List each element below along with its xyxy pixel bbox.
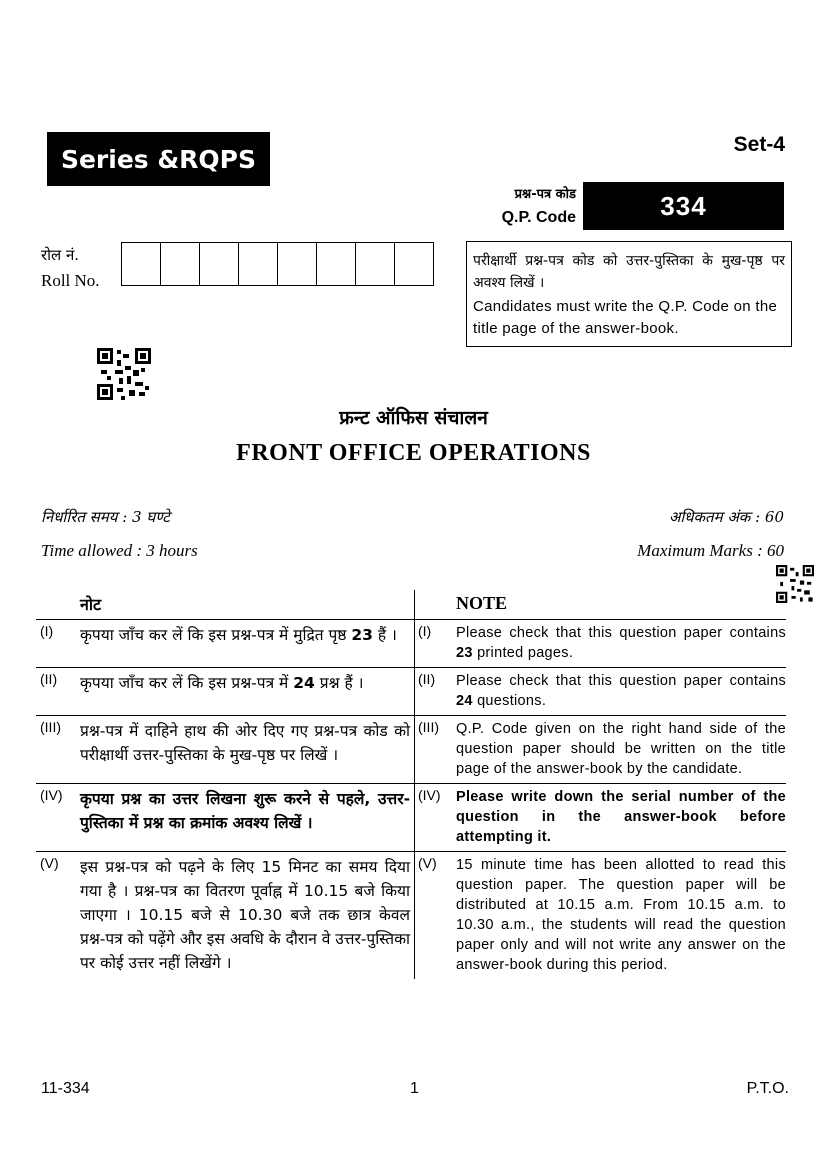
notes-heading-english: NOTE [456, 590, 786, 620]
page-number: 1 [410, 1080, 419, 1097]
roll-label-en: Roll No. [41, 271, 100, 290]
roll-digit-box[interactable] [161, 243, 200, 285]
roll-digit-box[interactable] [239, 243, 278, 285]
note-text-hindi: कृपया जाँच कर लें कि इस प्रश्न-पत्र में 24 प्रश्न हैं । [80, 668, 415, 716]
subject-title-hindi: फ्रन्ट ऑफिस संचालन [339, 407, 488, 429]
note-number: (II) [415, 668, 457, 716]
note-number: (IV) [415, 784, 457, 852]
instruction-english: Candidates must write the Q.P. Code on the title page of the answer-book. [473, 298, 778, 337]
note-text-hindi: प्रश्न-पत्र में दाहिने हाथ की ओर दिए गए प्रश्न-पत्र कोड को परीक्षार्थी उत्तर-पुस्तिका के मुख-पृष्ठ पर लिखें । [80, 716, 415, 784]
note-number: (II) [36, 668, 80, 716]
candidate-instruction-box [466, 241, 792, 347]
roll-digit-box[interactable] [122, 243, 161, 285]
note-row [36, 620, 786, 668]
note-text-english: Please check that this question paper contains 23 printed pages. [456, 620, 786, 668]
note-row [36, 784, 786, 852]
set-number: Set-4 [733, 133, 785, 156]
note-text-hindi: कृपया जाँच कर लें कि इस प्रश्न-पत्र में मुद्रित पृष्ठ 23 हैं । [80, 620, 415, 668]
qr-code-icon [97, 348, 151, 400]
qp-code-label-hi: प्रश्न-पत्र कोड [514, 187, 576, 202]
max-marks-english: Maximum Marks : 60 [637, 541, 784, 560]
series-label: Series &RQPS [47, 132, 270, 186]
roll-digit-box[interactable] [395, 243, 433, 285]
note-number: (III) [36, 716, 80, 784]
note-number: (I) [415, 620, 457, 668]
roll-digit-box[interactable] [200, 243, 239, 285]
roll-digit-box[interactable] [278, 243, 317, 285]
roll-digit-box[interactable] [356, 243, 395, 285]
note-text-english: Please write down the serial number of the question in the answer-book before attempting it. [456, 784, 786, 852]
roll-digit-box[interactable] [317, 243, 356, 285]
note-number: (V) [418, 855, 437, 871]
note-number: (I) [36, 620, 80, 668]
qp-code-value: 334 [583, 182, 784, 230]
paper-code-footer: 11-334 [41, 1080, 90, 1097]
roll-number-boxes[interactable] [121, 242, 434, 286]
note-number: (IV) [36, 784, 80, 852]
pto-label: P.T.O. [746, 1080, 789, 1097]
notes-header-row [36, 590, 786, 620]
roll-label-hi: रोल नं. [41, 246, 80, 264]
qp-code-label [476, 183, 576, 229]
time-allowed-hindi: निर्धारित समय : 3 घण्टे [41, 508, 170, 526]
max-marks-hindi: अधिकतम अंक : 60 [668, 508, 784, 526]
note-number: (III) [415, 716, 457, 784]
note-row [36, 668, 786, 716]
roll-number-label [41, 243, 100, 293]
notes-table [36, 590, 786, 979]
note-text-hindi: इस प्रश्न-पत्र को पढ़ने के लिए 15 मिनट का समय दिया गया है । प्रश्न-पत्र का वितरण पूर्वाह्न में 10.15 बजे किया जाएगा । 10.15 बजे से 10.30 बजे तक छात्र केवल प्रश्न-पत्र को पढ़ेंगे और इस अवधि के दौरान वे उत्तर-पुस्तिका पर कोई उत्तर नहीं लिखेंगे । [80, 852, 415, 980]
note-text-english: Please check that this question paper contains 24 questions. [456, 668, 786, 716]
note-text-hindi: कृपया प्रश्न का उत्तर लिखना शुरू करने से पहले, उत्तर-पुस्तिका में प्रश्न का क्रमांक अवश्य लिखें । [80, 784, 415, 852]
note-text-english: Q.P. Code given on the right hand side of the question paper should be written on the title page of the answer-book by the candidate. [456, 716, 786, 784]
time-allowed-english: Time allowed : 3 hours [41, 541, 198, 560]
note-row [36, 852, 786, 980]
note-number: (V) [40, 855, 59, 871]
notes-heading-hindi: नोट [80, 590, 415, 620]
note-text-english: 15 minute time has been allotted to read this question paper. The question paper will be distributed at 10.15 a.m. From 10.15 a.m. to 10.30 a.m., the students will read the question paper only and will not write any answer on the answer-book during this period. [456, 857, 786, 973]
note-row [36, 716, 786, 784]
subject-title-english: FRONT OFFICE OPERATIONS [236, 440, 591, 466]
qp-code-label-en: Q.P. Code [501, 209, 576, 226]
instruction-hindi: परीक्षार्थी प्रश्न-पत्र कोड को उत्तर-पुस्तिका के मुख-पृष्ठ पर अवश्य लिखें । [473, 253, 785, 291]
